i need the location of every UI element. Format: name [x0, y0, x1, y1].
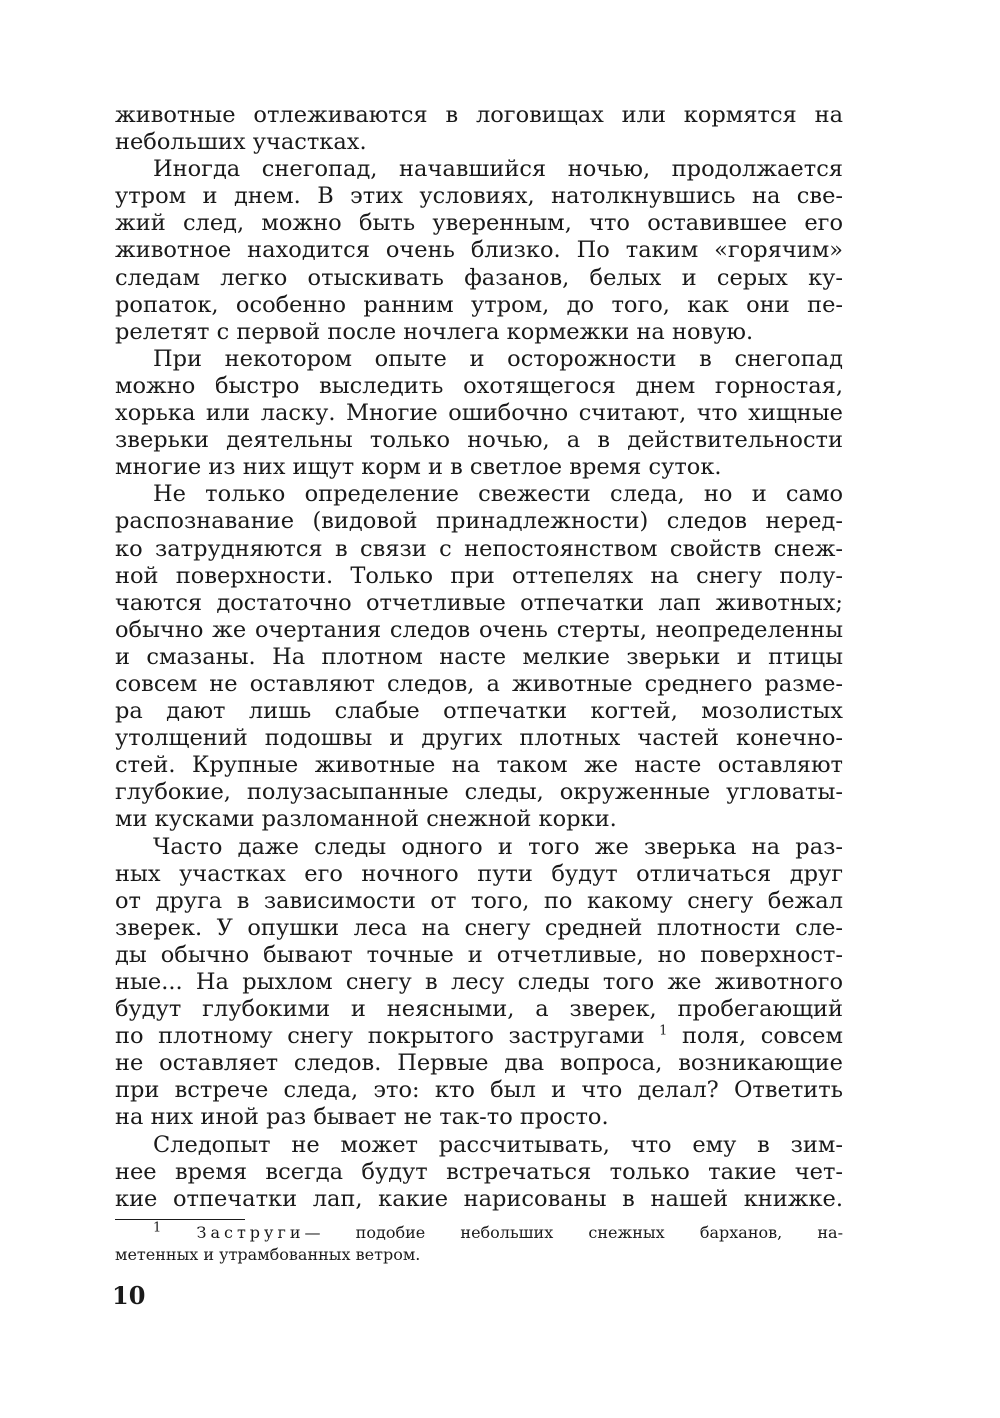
text-line: зверьки деятельны только ночью, а в действительности	[115, 427, 843, 454]
text-line: обычно же очертания следов очень стерты, неопределенны	[115, 616, 843, 643]
footnote-line	[115, 1222, 843, 1244]
text-line: животное находится очень близко. По таким «горячим»	[115, 237, 843, 264]
text-line: При некотором опыте и осторожности в снегопад	[153, 345, 843, 372]
text-line: зверек. У опушки леса на снегу средней плотности сле-	[115, 914, 843, 941]
page-number: 10	[112, 1281, 146, 1310]
text-line: релетят с первой после ночлега кормежки на новую.	[115, 318, 754, 345]
text-line: животные отлеживаются в логовищах или кормятся на	[115, 102, 843, 128]
text-line: распознавание (видовой принадлежности) следов неред-	[115, 508, 843, 535]
text-line: можно быстро выследить охотящегося днем горностая,	[115, 372, 843, 399]
text-line: ропаток, особенно ранним утром, до того, как они пе-	[115, 291, 843, 318]
text-line: следам легко отыскивать фазанов, белых и серых ку-	[115, 264, 843, 291]
text-line: совсем не оставляют следов, а животные среднего разме-	[115, 670, 843, 697]
text-line: Не только определение свежести следа, но и само	[153, 481, 843, 508]
text-line: кие отпечатки лап, какие нарисованы в нашей книжке.	[115, 1185, 843, 1212]
footnote-term: Заструги	[196, 1222, 305, 1242]
footnote-marker: 1	[153, 1220, 162, 1236]
text-line: утолщений подошвы и других плотных частей конечно-	[115, 725, 843, 752]
text-line-end: поля, совсем	[682, 1023, 843, 1050]
footnote-line: метенных и утрамбованных ветром.	[115, 1244, 421, 1264]
text-line: ми кусками разломанной снежной корки.	[115, 806, 617, 833]
text-line: Часто даже следы одного и того же зверька на раз-	[153, 833, 843, 860]
text-line-start: по плотному снегу покрытого застругами	[115, 1023, 645, 1050]
text-line: чаются достаточно отчетливые отпечатки лап животных;	[115, 589, 843, 616]
footnote-divider	[115, 1219, 245, 1220]
text-line: ко затрудняются в связи с непостоянством свойств снеж-	[115, 535, 843, 562]
text-line: глубокие, полузасыпанные следы, окруженные угловаты-	[115, 779, 843, 806]
text-line: ные... На рыхлом снегу в лесу следы того же животного	[115, 969, 843, 995]
page-body	[115, 102, 843, 1266]
text-line: не оставляет следов. Первые два вопроса, возникающие	[115, 1050, 843, 1077]
text-line: ных участках его ночного пути будут отличаться друг	[115, 860, 843, 887]
text-line: жий след, можно быть уверенным, что оставившее его	[115, 210, 843, 237]
text-line: небольших участках.	[115, 129, 367, 156]
text-line: хорька или ласку. Многие ошибочно считают, что хищные	[115, 400, 843, 427]
text-line: Иногда снегопад, начавшийся ночью, продолжается	[153, 156, 843, 183]
text-line: нее время всегда будут встречаться только такие чет-	[115, 1158, 843, 1185]
text-line: ра дают лишь слабые отпечатки когтей, мозолистых	[115, 698, 843, 725]
text-line: ной поверхности. Только при оттепелях на снегу полу-	[115, 562, 843, 589]
text-line: многие из них ищут корм и в светлое время суток.	[115, 454, 722, 481]
text-line: от друга в зависимости от того, по какому снегу бежал	[115, 887, 843, 914]
text-line: при встрече следа, это: кто был и что делал? Ответить	[115, 1077, 843, 1104]
text-line: и смазаны. На плотном насте мелкие зверьки и птицы	[115, 643, 843, 670]
text-line: утром и днем. В этих условиях, натолкнувшись на све-	[115, 183, 843, 210]
text-line: будут глубокими и неясными, а зверек, пробегающий	[115, 996, 843, 1023]
text-line: Следопыт не может рассчитывать, что ему в зим-	[153, 1131, 843, 1158]
text-line: стей. Крупные животные на таком же насте оставляют	[115, 752, 843, 779]
footnote-reference: 1	[659, 1023, 668, 1039]
text-line-with-footnote-ref	[115, 1023, 843, 1050]
footnote-definition: — подобие небольших снежных барханов, на-	[304, 1222, 843, 1242]
text-line: ды обычно бывают точные и отчетливые, но поверхност-	[115, 941, 843, 968]
text-line: на них иной раз бывает не так-то просто.	[115, 1104, 609, 1131]
